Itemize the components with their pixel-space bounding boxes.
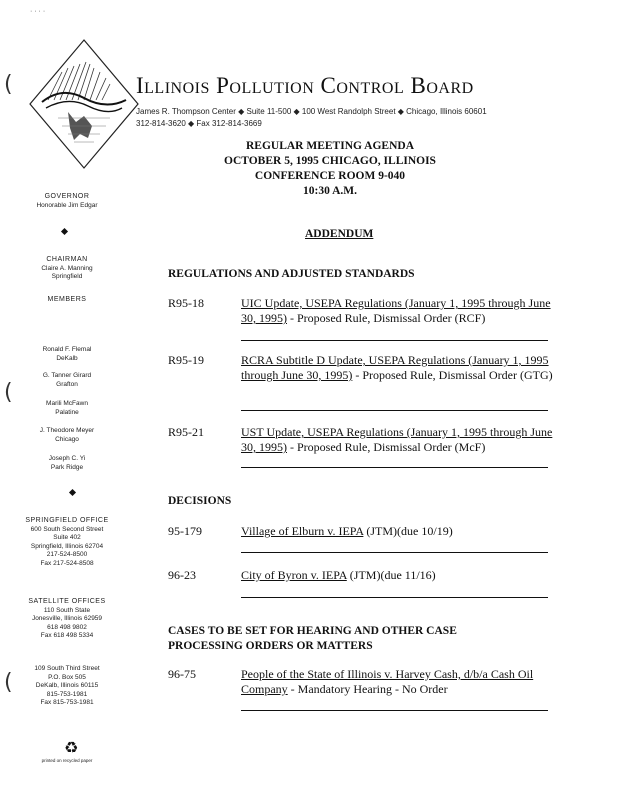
item-title: City of Byron v. IEPA: [241, 568, 347, 582]
satellite-line: Fax 618 498 5334: [40, 632, 94, 639]
member-city: DeKalb: [56, 354, 78, 362]
agenda-item: [241, 425, 553, 455]
member-city: Grafton: [56, 380, 78, 388]
item-number: R95-18: [168, 296, 204, 310]
item-number: 96-75: [168, 667, 196, 681]
springfield-line: 600 South Second Street: [30, 525, 104, 533]
sidebar-governor: [8, 193, 126, 210]
item-number: 96-23: [168, 568, 196, 582]
member-name: Marili McFawn: [46, 400, 88, 407]
satellite-line: P.O. Box 505: [48, 673, 86, 681]
signature-line: [241, 710, 548, 711]
member-city: Chicago: [55, 435, 79, 443]
satellite-line: Jonesville, Illinois 62959: [31, 615, 103, 622]
sidebar-members: [8, 296, 126, 305]
item-detail: (JTM)(due 11/16): [346, 568, 436, 582]
governor-title: GOVERNOR: [44, 193, 90, 200]
diamond-bullet-icon: [69, 489, 76, 496]
satellite-line: 618 498 9802: [47, 623, 87, 631]
organization-name: Illinois Pollution Control Board: [136, 73, 474, 98]
member-entry: [8, 372, 126, 389]
item-detail: - Proposed Rule, Dismissal Order (GTG): [352, 368, 553, 382]
section-heading-decisions: DECISIONS: [168, 495, 232, 507]
satellite-line: 109 South Third Street: [34, 665, 100, 672]
member-city: Park Ridge: [50, 463, 84, 471]
springfield-line: Fax 217-524-8508: [40, 559, 94, 567]
agenda-item: [241, 353, 553, 383]
signature-line: [241, 552, 548, 553]
agenda-title: REGULAR MEETING AGENDA: [245, 140, 415, 152]
member-entry: [8, 455, 126, 472]
item-title: UST Update, USEPA Regulations (January 1, 1995 through June 30, 1995): [241, 425, 553, 454]
sidebar-springfield-office: [8, 517, 126, 568]
member-name: G. Tanner Girard: [42, 372, 92, 379]
sidebar-satellite-office-2: [8, 665, 126, 708]
chairman-title: CHAIRMAN: [46, 256, 88, 263]
signature-line: [241, 410, 548, 411]
agenda-room: CONFERENCE ROOM 9-040: [254, 170, 406, 182]
address-line-2: 312-814-3620 ◆ Fax 312-814-3669: [136, 119, 262, 128]
item-title: UIC Update, USEPA Regulations (January 1, 1995 through June 30, 1995): [241, 296, 551, 325]
member-name: Ronald F. Flemal: [42, 346, 92, 353]
item-detail: - Proposed Rule, Dismissal Order (RCF): [287, 311, 486, 325]
item-number: R95-21: [168, 425, 204, 439]
springfield-title: SPRINGFIELD OFFICE: [25, 517, 109, 524]
hole-punch-mark-icon: (: [4, 380, 13, 405]
agenda-item: [241, 296, 553, 326]
springfield-line: Springfield, Illinois 62704: [30, 542, 104, 550]
addendum-heading: ADDENDUM: [305, 228, 374, 240]
hole-punch-mark-icon: (: [4, 72, 13, 97]
satellite-line: DeKalb, Illinois 60115: [35, 682, 99, 689]
sidebar-chairman: [8, 256, 126, 282]
recycle-icon: ♻: [64, 738, 79, 757]
agenda-date-location: OCTOBER 5, 1995 CHICAGO, ILLINOIS: [224, 155, 436, 167]
satellite-line: 815-753-1981: [46, 690, 88, 698]
section-heading-regulations: REGULATIONS AND ADJUSTED STANDARDS: [168, 268, 415, 280]
chairman-city: Springfield: [51, 273, 83, 280]
member-name: Joseph C. Yi: [48, 455, 86, 462]
hole-punch-mark-icon: (: [4, 670, 13, 695]
satellite-line: 110 South State: [43, 606, 91, 614]
satellite-title: SATELLITE OFFICES: [28, 598, 106, 605]
item-number: R95-19: [168, 353, 204, 367]
item-title: Village of Elburn v. IEPA: [241, 524, 364, 538]
item-detail: (JTM)(due 10/19): [363, 524, 453, 538]
signature-line: [241, 597, 548, 598]
agenda-item: [241, 667, 553, 697]
item-number: 95-179: [168, 524, 202, 538]
governor-name: Honorable Jim Edgar: [36, 201, 98, 209]
sidebar-satellite-offices: [8, 598, 126, 641]
springfield-line: Suite 402: [53, 534, 81, 541]
item-detail: - Mandatory Hearing - No Order: [287, 682, 448, 696]
member-entry: [8, 400, 126, 417]
signature-line: [241, 467, 548, 468]
members-title: MEMBERS: [47, 296, 87, 303]
member-entry: [8, 346, 126, 363]
chairman-name: Claire A. Manning: [41, 264, 93, 272]
agenda-time: 10:30 A.M.: [303, 185, 357, 197]
item-detail: - Proposed Rule, Dismissal Order (McF): [287, 440, 486, 454]
corner-mark: · · · ·: [30, 8, 46, 15]
springfield-line: 217-524-8500: [46, 551, 88, 558]
agenda-item: [241, 568, 553, 583]
member-name: J. Theodore Meyer: [39, 427, 95, 434]
diamond-bullet-icon: [61, 228, 68, 235]
section-heading-cases: CASES TO BE SET FOR HEARING AND OTHER CASE PROCESSING ORDERS OR MATTERS: [168, 625, 457, 652]
member-city: Palatine: [55, 408, 79, 416]
signature-line: [241, 340, 548, 341]
board-logo: [28, 38, 140, 170]
recycled-paper-note: printed on recycled paper: [41, 758, 93, 763]
member-entry: [8, 427, 126, 444]
satellite-line: Fax 815-753-1981: [40, 699, 94, 706]
item-title: RCRA Subtitle D Update, USEPA Regulations (January 1, 1995 through June 30, 1995): [241, 353, 549, 382]
address-line-1: James R. Thompson Center ◆ Suite 11-500 ◆ 100 West Randolph Street ◆ Chicago, Illinois 60601: [136, 107, 487, 116]
item-title: People of the State of Illinois v. Harvey Cash, d/b/a Cash Oil Company: [241, 667, 534, 696]
agenda-item: [241, 524, 553, 539]
